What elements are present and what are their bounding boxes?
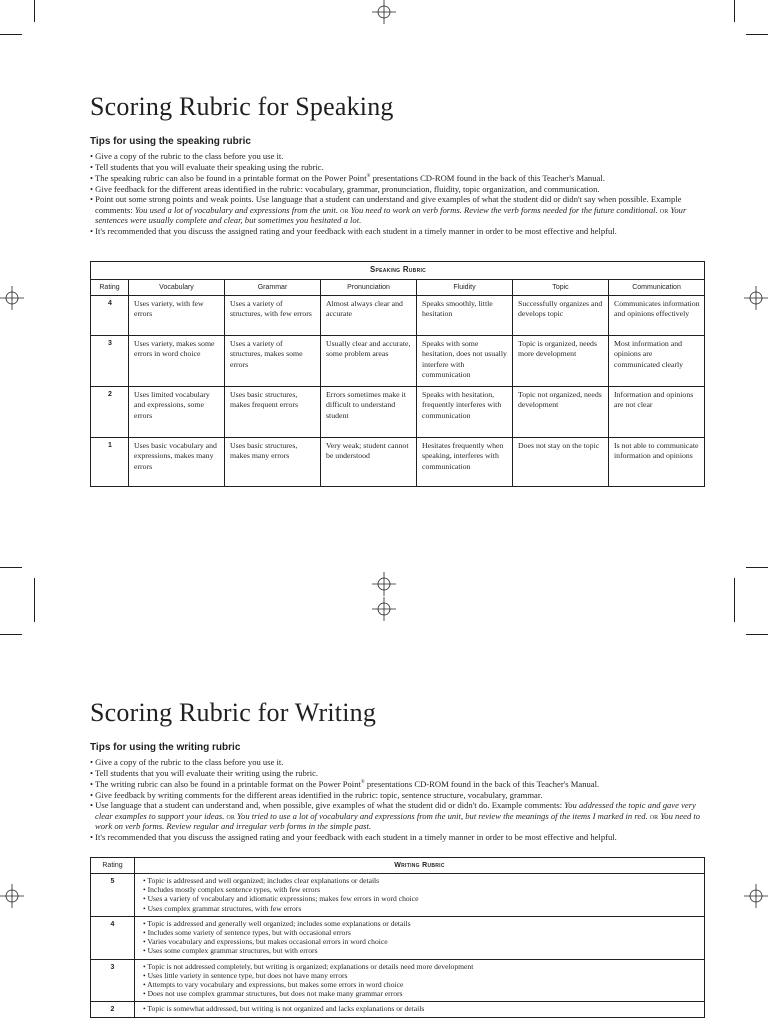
crop-mark	[0, 567, 22, 568]
tip-text: Use language that a student can understand and, when possible, give examples of what the student did or didn't do. Example comments:	[95, 800, 565, 811]
tip-text: Tell students that you will evaluate their writing using the rubric.	[95, 767, 319, 778]
registration-mark-icon	[372, 597, 396, 621]
criteria-cell	[135, 1002, 705, 1017]
grammar-cell: Uses basic structures, makes frequent errors	[225, 386, 321, 437]
table-row	[91, 1002, 705, 1017]
tip-text: Point out some strong points and weak points. Use language that a student can understand and give examples of what the student did or didn't say when possible. Example comments:	[95, 194, 682, 215]
table-row	[91, 874, 705, 917]
writing-rubric-wrapper	[90, 857, 704, 1018]
rating-cell: 2	[91, 1002, 135, 1017]
crop-mark	[734, 578, 735, 622]
criteria-item: • Uses little variety in sentence type, but does not have many errors	[143, 971, 698, 980]
communication-cell: Information and opinions are not clear	[609, 386, 705, 437]
registration-mark-icon	[744, 286, 768, 310]
column-header-grammar: Grammar	[225, 279, 321, 295]
or-separator: or	[659, 204, 669, 215]
tip-item	[90, 778, 704, 789]
criteria-item: • Uses some complex grammar structures, but with errors	[143, 946, 698, 955]
registration-mark-icon	[372, 572, 396, 596]
example-comment: Your sentences were usually complete and clear, but sometimes you hesitated a lot.	[95, 204, 687, 226]
pronunciation-cell: Errors sometimes make it difficult to understand student	[321, 386, 417, 437]
tip-item	[90, 184, 704, 195]
speaking-rubric-wrapper	[90, 261, 704, 487]
registered-mark: ®	[366, 174, 371, 180]
speaking-section	[90, 92, 704, 237]
topic-cell: Topic not organized, needs development	[513, 386, 609, 437]
tip-text: It's recommended that you discuss the assigned rating and your feedback with each student in a timely manner in order to be most effective and helpful.	[95, 832, 617, 843]
rating-cell: 3	[91, 959, 135, 1002]
tip-item	[90, 757, 704, 768]
crop-mark	[0, 634, 22, 635]
registration-mark-icon	[0, 286, 24, 310]
or-separator: or	[340, 204, 349, 215]
example-comment: You addressed the topic and gave very clear examples to support your ideas.	[95, 800, 696, 821]
tips-list	[90, 757, 704, 843]
criteria-item: • Topic is addressed and well organized; includes clear explanations or details	[143, 876, 698, 885]
fluidity-cell: Speaks smoothly, little hesitation	[417, 295, 513, 335]
pronunciation-cell: Usually clear and accurate, some problem areas	[321, 335, 417, 386]
example-comment: You need to work on verb forms. Review the verb forms needed for the future conditional.	[350, 204, 658, 215]
crop-mark	[746, 34, 768, 35]
rating-cell: 5	[91, 874, 135, 917]
vocabulary-cell: Uses variety, with few errors	[129, 295, 225, 335]
vocabulary-cell: Uses basic vocabulary and expressions, makes many errors	[129, 437, 225, 486]
column-header-rating: Rating	[91, 858, 135, 874]
tip-item	[90, 226, 704, 237]
header-row	[91, 858, 705, 874]
tip-item	[90, 194, 704, 226]
tips-heading: Tips for using the writing rubric	[90, 742, 241, 753]
table-row	[91, 335, 705, 386]
tip-text: Give feedback for the different areas identified in the rubric: vocabulary, grammar, pronunciation, fluidity, topic organization, and communication.	[95, 183, 600, 194]
tip-text: presentations CD-ROM found in the back of this Teacher's Manual.	[364, 779, 600, 790]
tip-item	[90, 832, 704, 843]
grammar-cell: Uses basic structures, makes many errors	[225, 437, 321, 486]
fluidity-cell: Hesitates frequently when speaking, interferes with communication	[417, 437, 513, 486]
vocabulary-cell: Uses limited vocabulary and expressions, some errors	[129, 386, 225, 437]
criteria-list	[143, 919, 698, 956]
criteria-item: • Uses complex grammar structures, with few errors	[143, 904, 698, 913]
tip-text: Give a copy of the rubric to the class before you use it.	[95, 151, 284, 161]
pronunciation-cell: Almost always clear and accurate	[321, 295, 417, 335]
criteria-cell	[135, 916, 705, 959]
page-title: Scoring Rubric for Writing	[90, 698, 377, 727]
tip-item	[90, 162, 704, 173]
tips-heading: Tips for using the speaking rubric	[90, 136, 251, 147]
communication-cell: Most information and opinions are communicated clearly	[609, 335, 705, 386]
table-row	[91, 386, 705, 437]
tip-text: The speaking rubric can also be found in a printable format on the Power Point	[95, 173, 367, 184]
column-header-communication: Communication	[609, 279, 705, 295]
rating-cell: 3	[91, 335, 129, 386]
fluidity-cell: Speaks with some hesitation, does not usually interfere with communication	[417, 335, 513, 386]
criteria-list	[143, 962, 698, 999]
tip-text: Give feedback by writing comments for the different areas identified in the rubric: topic, sentence structure, vocabulary, grammar.	[95, 789, 543, 800]
example-comment: You tried to use a lot of vocabulary and expressions from the unit, but review the meanings of the items I marked in red.	[237, 810, 648, 821]
tip-item	[90, 768, 704, 779]
header-row	[91, 279, 705, 295]
tip-item	[90, 800, 704, 832]
column-header-topic: Topic	[513, 279, 609, 295]
criteria-item: • Uses a variety of vocabulary and idiomatic expressions; makes few errors in word choice	[143, 894, 698, 903]
table-row	[91, 437, 705, 486]
crop-mark	[746, 634, 768, 635]
criteria-item: • Topic is addressed and generally well organized; includes some explanations or details	[143, 919, 698, 928]
vocabulary-cell: Uses variety, makes some errors in word choice	[129, 335, 225, 386]
column-header-fluidity: Fluidity	[417, 279, 513, 295]
tip-text: Give a copy of the rubric to the class before you use it.	[95, 757, 284, 767]
rating-cell: 4	[91, 295, 129, 335]
tip-item	[90, 151, 704, 162]
crop-mark	[34, 578, 35, 622]
column-header-rating: Rating	[91, 279, 129, 295]
criteria-item: • Includes some variety of sentence types, but with occasional errors	[143, 928, 698, 937]
criteria-cell	[135, 874, 705, 917]
or-separator: or	[649, 810, 659, 821]
grammar-cell: Uses a variety of structures, makes some errors	[225, 335, 321, 386]
fluidity-cell: Speaks with hesitation, frequently interferes with communication	[417, 386, 513, 437]
crop-mark	[746, 567, 768, 568]
crop-mark	[0, 34, 22, 35]
tip-text: It's recommended that you discuss the assigned rating and your feedback with each student in a timely manner in order to be most effective and helpful.	[95, 226, 617, 237]
rubric-caption: Writing Rubric	[135, 858, 705, 874]
column-header-vocabulary: Vocabulary	[129, 279, 225, 295]
tip-text: The writing rubric can also be found in a printable format on the Power Point	[95, 779, 361, 790]
rating-cell: 4	[91, 916, 135, 959]
writing-rubric-table	[90, 857, 705, 1018]
tip-item	[90, 790, 704, 801]
communication-cell: Is not able to communicate information and opinions	[609, 437, 705, 486]
criteria-item: • Topic is not addressed completely, but writing is organized; explanations or details need more development	[143, 962, 698, 971]
tip-item	[90, 172, 704, 183]
criteria-list	[143, 1004, 698, 1013]
rubric-caption: Speaking Rubric	[91, 262, 705, 280]
rating-cell: 2	[91, 386, 129, 437]
tip-text: presentations CD-ROM found in the back of this Teacher's Manual.	[370, 173, 605, 184]
registered-mark: ®	[360, 780, 365, 786]
page-title: Scoring Rubric for Speaking	[90, 92, 394, 121]
criteria-item: • Does not use complex grammar structures, but does not make many grammar errors	[143, 989, 698, 998]
topic-cell: Does not stay on the topic	[513, 437, 609, 486]
tips-list	[90, 151, 704, 237]
table-row	[91, 295, 705, 335]
topic-cell: Successfully organizes and develops topic	[513, 295, 609, 335]
communication-cell: Communicates information and opinions effectively	[609, 295, 705, 335]
topic-cell: Topic is organized, needs more development	[513, 335, 609, 386]
registration-mark-icon	[372, 0, 396, 24]
criteria-item: • Topic is somewhat addressed, but writing is not organized and lacks explanations or details	[143, 1004, 698, 1013]
tip-text: Tell students that you will evaluate their speaking using the rubric.	[95, 161, 324, 172]
criteria-item: • Varies vocabulary and expressions, but makes occasional errors in word choice	[143, 937, 698, 946]
column-header-pronunciation: Pronunciation	[321, 279, 417, 295]
example-comment: You need to work on verb forms. Review regular and irregular verb forms in the simple past.	[95, 810, 701, 832]
example-comment: You used a lot of vocabulary and expressions from the unit.	[134, 204, 339, 215]
writing-section	[90, 698, 704, 843]
criteria-cell	[135, 959, 705, 1002]
registration-mark-icon	[0, 884, 24, 908]
grammar-cell: Uses a variety of structures, with few errors	[225, 295, 321, 335]
criteria-item: • Includes mostly complex sentence types, with few errors	[143, 885, 698, 894]
crop-mark	[734, 0, 735, 22]
registration-mark-icon	[744, 884, 768, 908]
pronunciation-cell: Very weak; student cannot be understood	[321, 437, 417, 486]
criteria-list	[143, 876, 698, 913]
or-separator: or	[226, 810, 235, 821]
table-row	[91, 916, 705, 959]
crop-mark	[34, 0, 35, 22]
criteria-item: • Attempts to vary vocabulary and expressions, but makes some errors in word choice	[143, 980, 698, 989]
rating-cell: 1	[91, 437, 129, 486]
speaking-rubric-table	[90, 261, 705, 487]
table-row	[91, 959, 705, 1002]
